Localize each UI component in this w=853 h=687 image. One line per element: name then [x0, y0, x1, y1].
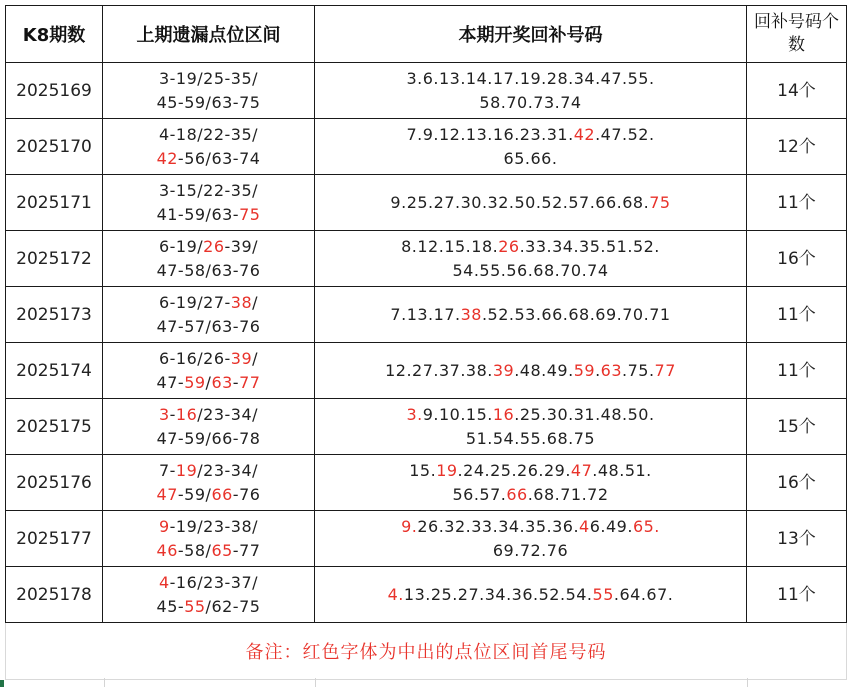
number-text: -56/63-74: [177, 148, 261, 168]
cell-line: [103, 179, 314, 203]
range-cell[interactable]: [103, 455, 315, 511]
numbers-cell[interactable]: [315, 455, 747, 511]
cell-line: [315, 123, 746, 147]
number-text: /: [252, 292, 259, 312]
number-text: .48.51.: [592, 460, 652, 480]
cell-line: [103, 371, 314, 395]
number-text: -59/: [177, 484, 212, 504]
header-period[interactable]: K8期数: [6, 6, 103, 63]
cell-selection-marker: [0, 680, 4, 687]
range-cell[interactable]: [103, 343, 315, 399]
range-cell[interactable]: [103, 175, 315, 231]
cell-line: [315, 427, 746, 451]
number-text: 65.66.: [503, 148, 558, 168]
number-text: 47-: [156, 372, 185, 392]
number-text: /23-34/: [197, 404, 259, 424]
cell-line: [103, 347, 314, 371]
cell-line: [103, 315, 314, 339]
number-text: .33.34.35.51.52.: [519, 236, 660, 256]
number-text: -39/: [224, 236, 259, 256]
number-text: 51.54.55.68.75: [465, 428, 596, 448]
period-cell[interactable]: 2025176: [6, 455, 103, 511]
sheet-gridlines: [0, 678, 853, 687]
number-text: /: [205, 372, 212, 392]
number-text: 58.70.73.74: [479, 92, 582, 112]
cell-line: [103, 483, 314, 507]
period-cell[interactable]: 2025172: [6, 231, 103, 287]
number-text: 7.13.17.: [390, 304, 461, 324]
header-row: [6, 6, 847, 63]
highlighted-number: 4: [579, 516, 590, 536]
highlighted-number: 77: [654, 360, 676, 380]
count-cell[interactable]: 11个: [747, 287, 847, 343]
number-text: .: [595, 360, 601, 380]
table-row: [6, 567, 847, 623]
count-cell[interactable]: 16个: [747, 455, 847, 511]
number-text: 56.57.: [452, 484, 507, 504]
footer-row: [6, 623, 847, 680]
range-cell[interactable]: [103, 63, 315, 119]
count-cell[interactable]: 13个: [747, 511, 847, 567]
number-text: 45-59/63-75: [156, 92, 261, 112]
highlighted-number: 38: [460, 304, 482, 324]
highlighted-number: 9: [158, 516, 170, 536]
number-text: -76: [232, 484, 261, 504]
period-cell[interactable]: 2025169: [6, 63, 103, 119]
number-text: 41-59/63-: [156, 204, 240, 224]
period-cell[interactable]: 2025173: [6, 287, 103, 343]
number-text: 6.49.: [589, 516, 633, 536]
cell-line: [315, 259, 746, 283]
cell-line: [103, 123, 314, 147]
number-text: .24.25.26.29.: [457, 460, 571, 480]
highlighted-number: 26: [203, 236, 225, 256]
header-numbers[interactable]: 本期开奖回补号码: [315, 6, 747, 63]
number-text: 69.72.76: [492, 540, 569, 560]
number-text: 4-18/22-35/: [158, 124, 259, 144]
period-cell[interactable]: 2025177: [6, 511, 103, 567]
numbers-cell[interactable]: [315, 287, 747, 343]
cell-line: [103, 259, 314, 283]
number-text: -16/23-37/: [169, 572, 259, 592]
highlighted-number: 63: [211, 372, 233, 392]
range-cell[interactable]: [103, 399, 315, 455]
number-text: 6-19/27-: [158, 292, 231, 312]
number-text: 13.25.27.34.36.52.54.: [403, 584, 593, 604]
number-text: 9.25.27.30.32.50.52.57.66.68.: [390, 192, 650, 212]
cell-line: [103, 515, 314, 539]
cell-line: [103, 67, 314, 91]
number-text: 47-58/63-76: [156, 260, 261, 280]
numbers-cell[interactable]: [315, 567, 747, 623]
number-text: 47-59/66-78: [156, 428, 261, 448]
number-text: 9.10.15.: [422, 404, 493, 424]
number-text: -77: [232, 540, 261, 560]
cell-line: [103, 539, 314, 563]
cell-line: [103, 595, 314, 619]
table-row: [6, 343, 847, 399]
cell-line: [315, 539, 746, 563]
cell-line: [315, 483, 746, 507]
cell-line: [103, 291, 314, 315]
number-text: -: [169, 404, 176, 424]
highlighted-number: 3: [158, 404, 170, 424]
highlighted-number: 59: [573, 360, 596, 380]
number-text: .64.67.: [613, 584, 674, 604]
number-text: .25.30.31.48.50.: [514, 404, 655, 424]
cell-line: [103, 203, 314, 227]
number-text: -58/: [177, 540, 212, 560]
number-text: .47.52.: [595, 124, 655, 144]
count-cell[interactable]: 15个: [747, 399, 847, 455]
cell-line: [315, 515, 746, 539]
highlighted-number: 47: [156, 484, 178, 504]
number-text: 6-19/: [158, 236, 204, 256]
highlighted-number: 66: [211, 484, 233, 504]
range-cell[interactable]: [103, 119, 315, 175]
header-range[interactable]: 上期遗漏点位区间: [103, 6, 315, 63]
table-row: [6, 175, 847, 231]
numbers-cell[interactable]: [315, 511, 747, 567]
table-row: [6, 231, 847, 287]
cell-line: [103, 147, 314, 171]
highlighted-number: 39: [492, 360, 515, 380]
range-cell[interactable]: [103, 231, 315, 287]
highlighted-number: 16: [492, 404, 515, 424]
numbers-cell[interactable]: [315, 63, 747, 119]
number-text: /: [252, 348, 259, 368]
count-cell[interactable]: 11个: [747, 343, 847, 399]
highlighted-number: 26: [498, 236, 520, 256]
highlighted-number: 19: [175, 460, 198, 480]
lottery-table: [5, 5, 847, 680]
number-text: 54.55.56.68.70.74: [452, 260, 609, 280]
number-text: -: [232, 372, 240, 392]
number-text: .68.71.72: [527, 484, 609, 504]
highlighted-number: 42: [156, 148, 178, 168]
cell-line: [315, 191, 746, 215]
number-text: 8.12.15.18.: [401, 236, 499, 256]
cell-line: [103, 459, 314, 483]
table-row: [6, 63, 847, 119]
cell-line: [103, 571, 314, 595]
highlighted-number: 59: [184, 372, 206, 392]
number-text: 6-16/26-: [158, 348, 231, 368]
period-cell[interactable]: 2025175: [6, 399, 103, 455]
number-text: .75.: [622, 360, 655, 380]
highlighted-number: 65: [211, 540, 233, 560]
range-cell[interactable]: [103, 511, 315, 567]
highlighted-number: 3.: [406, 404, 423, 424]
highlighted-number: 9.: [401, 516, 418, 536]
number-text: 3-15/22-35/: [158, 180, 259, 200]
highlighted-number: 75: [239, 204, 261, 224]
highlighted-number: 4.: [387, 584, 404, 604]
numbers-cell[interactable]: [315, 399, 747, 455]
number-text: 12.27.37.38.: [385, 360, 493, 380]
table-row: [6, 455, 847, 511]
table-row: [6, 287, 847, 343]
cell-line: [315, 583, 746, 607]
count-cell[interactable]: 12个: [747, 119, 847, 175]
highlighted-number: 16: [175, 404, 198, 424]
footer-note[interactable]: 备注：红色字体为中出的点位区间首尾号码: [6, 623, 847, 680]
highlighted-number: 47: [570, 460, 593, 480]
highlighted-number: 38: [230, 292, 253, 312]
table-body: [6, 63, 847, 623]
highlighted-number: 46: [156, 540, 178, 560]
number-text: 47-57/63-76: [156, 316, 261, 336]
number-text: -19/23-38/: [169, 516, 259, 536]
period-cell[interactable]: 2025171: [6, 175, 103, 231]
highlighted-number: 65.: [632, 516, 660, 536]
number-text: .52.53.66.68.69.70.71: [481, 304, 671, 324]
number-text: 15.: [409, 460, 437, 480]
number-text: 26.32.33.34.35.36.: [417, 516, 580, 536]
cell-line: [103, 91, 314, 115]
table-row: [6, 399, 847, 455]
cell-line: [315, 303, 746, 327]
highlighted-number: 55: [592, 584, 614, 604]
table-row: [6, 119, 847, 175]
highlighted-number: 39: [230, 348, 253, 368]
count-cell[interactable]: 14个: [747, 63, 847, 119]
highlighted-number: 75: [649, 192, 671, 212]
numbers-cell[interactable]: [315, 175, 747, 231]
cell-line: [315, 67, 746, 91]
number-text: 7.9.12.13.16.23.31.: [406, 124, 574, 144]
highlighted-number: 4: [158, 572, 170, 592]
header-count[interactable]: 回补号码个数: [747, 6, 847, 63]
cell-line: [315, 91, 746, 115]
numbers-cell[interactable]: [315, 119, 747, 175]
count-cell[interactable]: 16个: [747, 231, 847, 287]
count-cell[interactable]: 11个: [747, 567, 847, 623]
number-text: 3.6.13.14.17.19.28.34.47.55.: [406, 68, 655, 88]
numbers-cell[interactable]: [315, 343, 747, 399]
period-cell[interactable]: 2025170: [6, 119, 103, 175]
count-cell[interactable]: 11个: [747, 175, 847, 231]
number-text: .48.49.: [514, 360, 574, 380]
highlighted-number: 55: [184, 596, 206, 616]
highlighted-number: 77: [239, 372, 261, 392]
table-row: [6, 511, 847, 567]
cell-line: [103, 235, 314, 259]
cell-line: [315, 235, 746, 259]
highlighted-number: 42: [573, 124, 596, 144]
cell-line: [315, 147, 746, 171]
number-text: /23-34/: [197, 460, 259, 480]
highlighted-number: 63: [600, 360, 623, 380]
cell-line: [315, 403, 746, 427]
cell-line: [315, 359, 746, 383]
cell-line: [103, 427, 314, 451]
period-cell[interactable]: 2025178: [6, 567, 103, 623]
numbers-cell[interactable]: [315, 231, 747, 287]
period-cell[interactable]: 2025174: [6, 343, 103, 399]
cell-line: [103, 403, 314, 427]
number-text: 45-: [156, 596, 185, 616]
highlighted-number: 66: [506, 484, 528, 504]
number-text: 3-19/25-35/: [158, 68, 259, 88]
number-text: /62-75: [205, 596, 261, 616]
highlighted-number: 19: [436, 460, 458, 480]
cell-line: [315, 459, 746, 483]
range-cell[interactable]: [103, 287, 315, 343]
range-cell[interactable]: [103, 567, 315, 623]
number-text: 7-: [158, 460, 176, 480]
